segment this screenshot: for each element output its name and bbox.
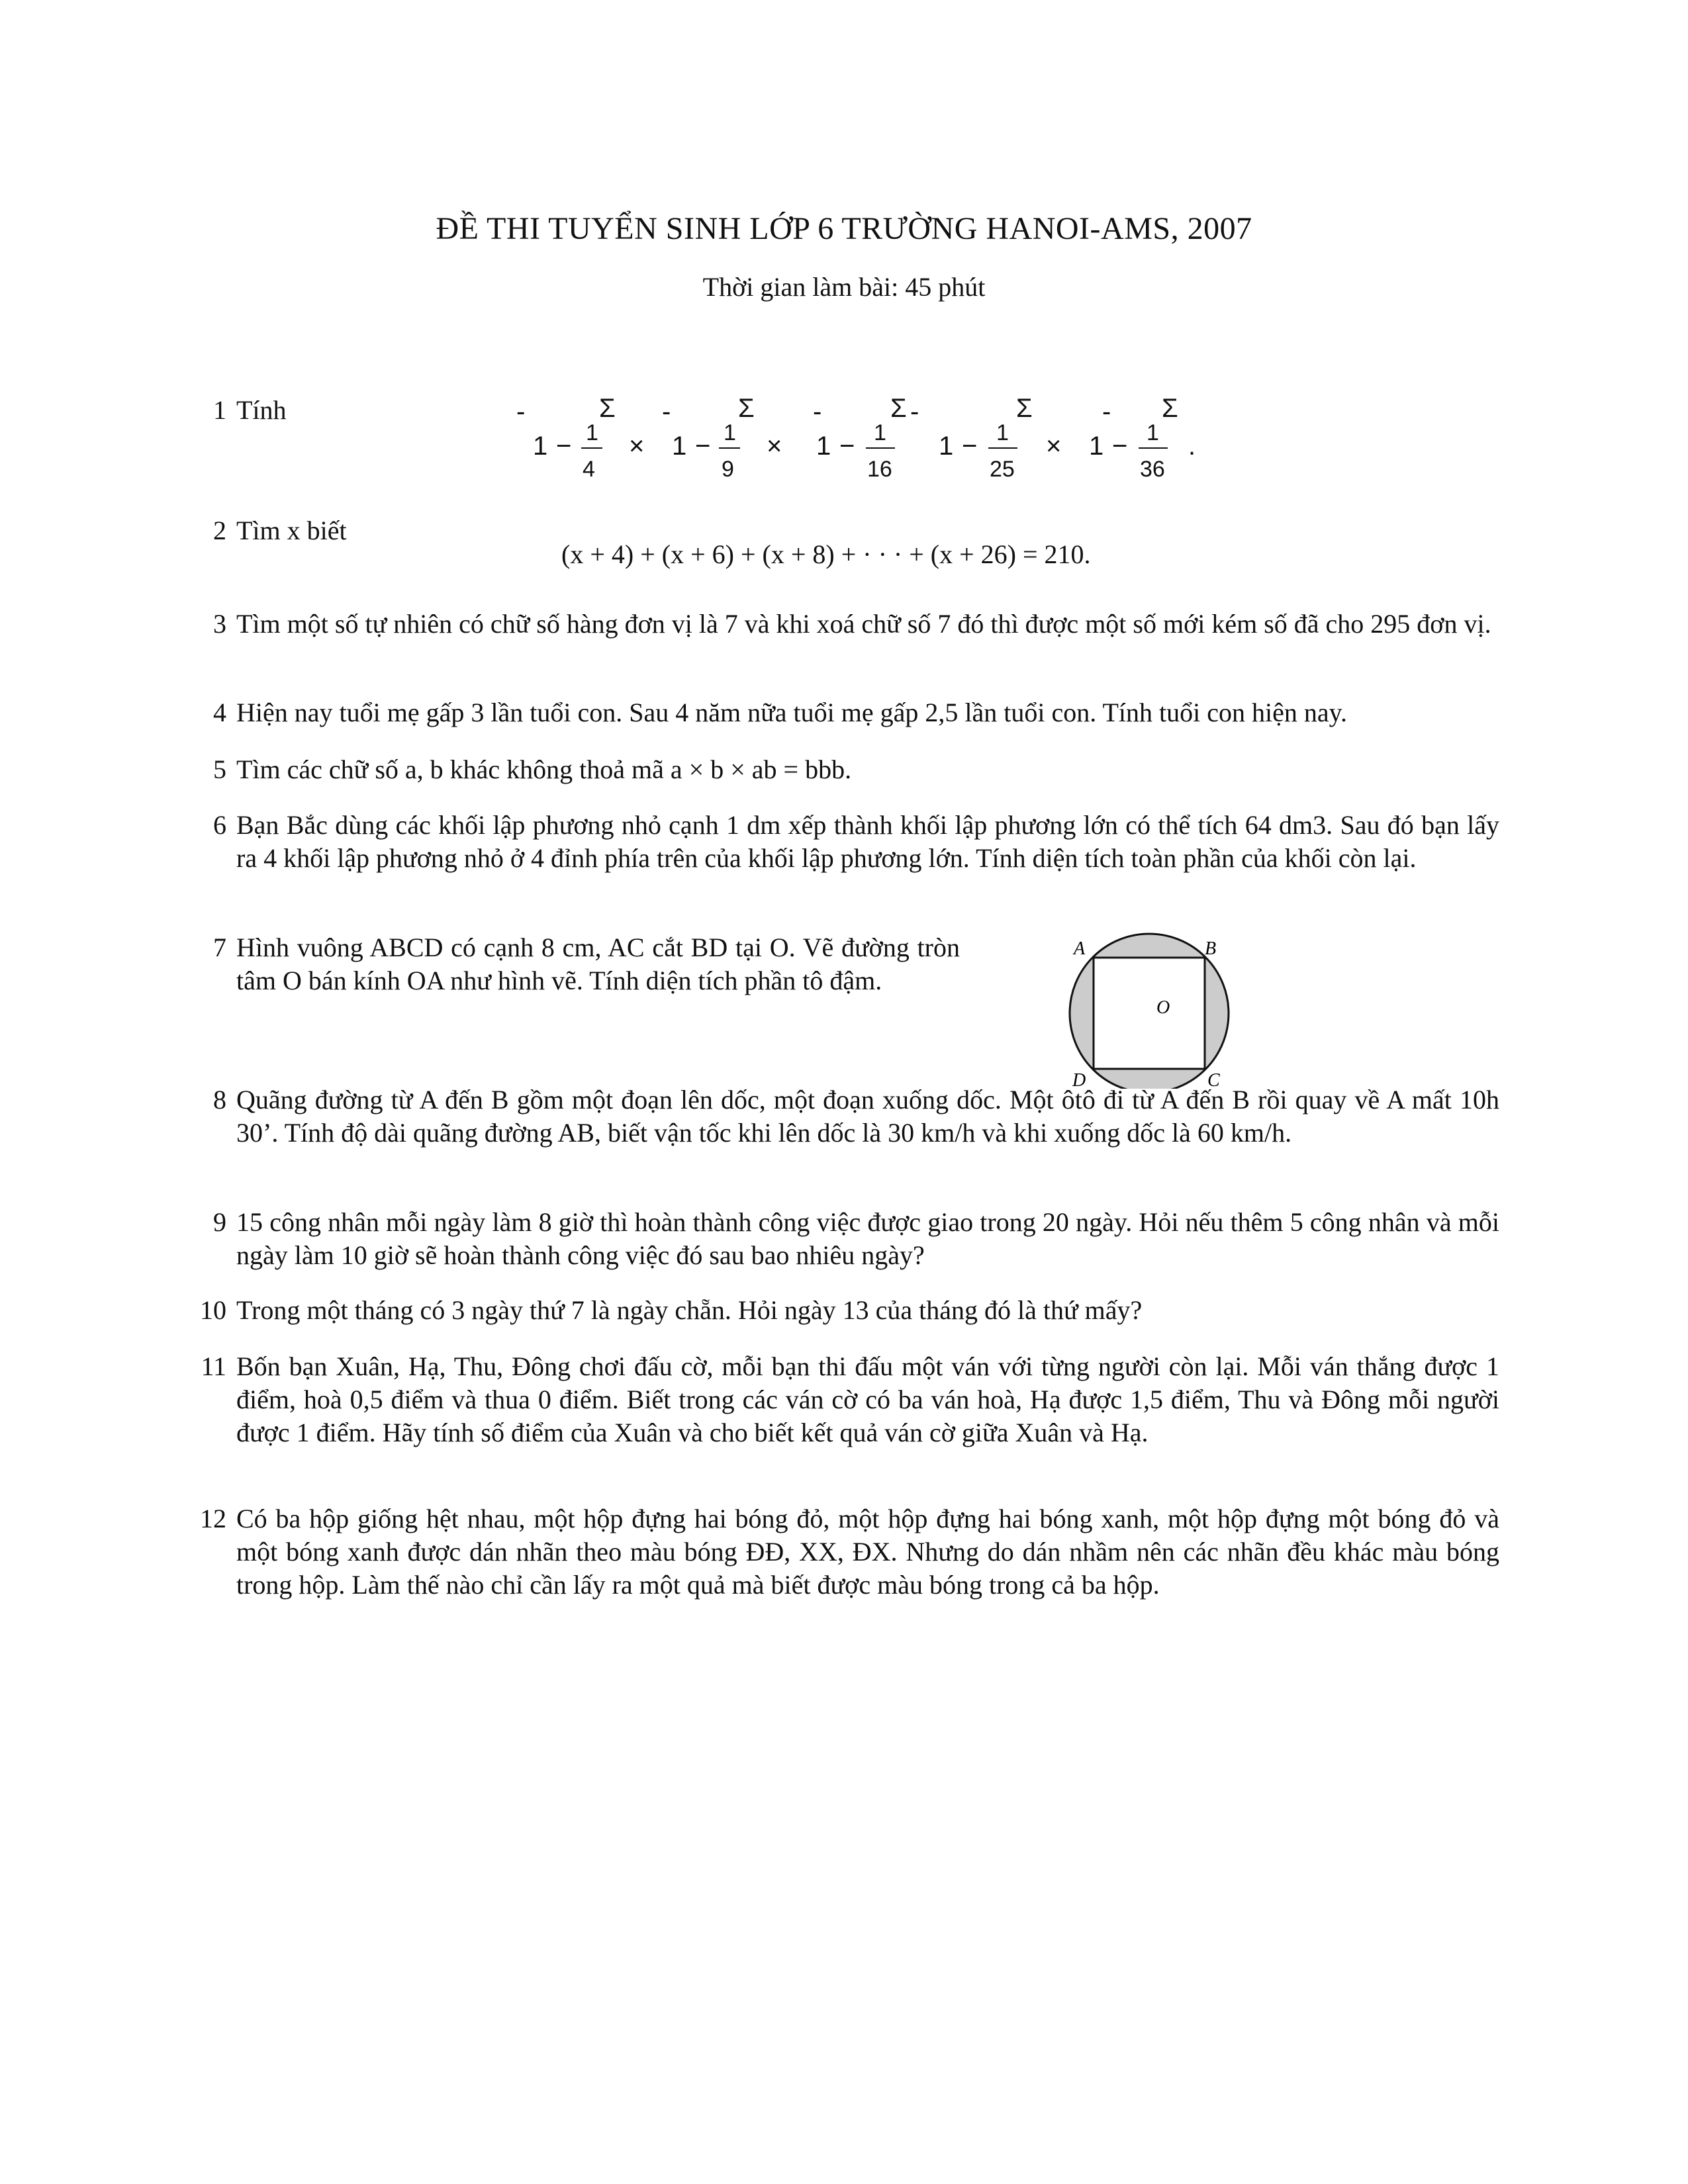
formula-times: × <box>1046 432 1062 461</box>
formula-one: 1 <box>816 432 831 461</box>
problem-number: 3 <box>213 609 226 639</box>
formula-one: 1 <box>672 432 687 461</box>
problem-text: Quãng đường từ A đến B gồm một đoạn lên dốc, một đoạn xuống dốc. Một ôtô đi từ A đến B rồi quay về A mất 10h 30’. Tính độ dài quãng đường AB, biết vận tốc khi lên dốc là 30 km/h và khi xuống dốc là 60 km/h. <box>236 1085 1499 1148</box>
formula-numerator: 1 <box>1147 420 1159 445</box>
formula-times: × <box>629 432 645 461</box>
formula-sigma: Σ <box>599 394 616 423</box>
problem-number: 9 <box>213 1207 226 1237</box>
problem-number: 6 <box>213 810 226 840</box>
formula-denominator: 9 <box>722 457 734 482</box>
problem-text: Hình vuông ABCD có cạnh 8 cm, AC cắt BD tại O. Vẽ đường tròn tâm O bán kính OA như hình vẽ. Tính diện tích phần tô đậm. <box>236 933 960 995</box>
problem-text: Tìm x biết <box>236 516 347 545</box>
label-o: O <box>1156 997 1170 1018</box>
problem-text: Tính <box>236 395 287 425</box>
circle-square-figure <box>1054 930 1246 1089</box>
exam-title: ĐỀ THI TUYỂN SINH LỚP 6 TRƯỜNG HANOI-AMS, 2007 <box>436 211 1252 246</box>
exam-subtitle: Thời gian làm bài: 45 phút <box>702 272 986 302</box>
formula-product <box>503 394 1205 490</box>
problem-number: 8 <box>213 1085 226 1115</box>
label-d: D <box>1072 1070 1086 1089</box>
formula-minus: − <box>962 432 978 461</box>
formula-sigma: Σ <box>1162 394 1178 423</box>
formula-sum: (x + 4) + (x + 6) + (x + 8) + · · · + (x + 26) = 210. <box>561 539 1091 569</box>
label-b: B <box>1205 938 1217 959</box>
problem-number: 11 <box>201 1351 226 1381</box>
problem-text: Tìm một số tự nhiên có chữ số hàng đơn vị là 7 và khi xoá chữ số 7 đó thì được một số mới kém số đã cho 295 đơn vị. <box>236 609 1491 639</box>
formula-bracket-top: - <box>662 397 671 426</box>
formula-bracket-top: - <box>910 397 919 426</box>
formula-numerator: 1 <box>586 420 598 445</box>
formula-sigma: Σ <box>890 394 907 423</box>
label-c: C <box>1207 1070 1220 1089</box>
formula-one: 1 <box>533 432 548 461</box>
problem-number: 4 <box>213 698 226 727</box>
problem-text: Trong một tháng có 3 ngày thứ 7 là ngày chẵn. Hỏi ngày 13 của tháng đó là thứ mấy? <box>236 1295 1143 1325</box>
problem-text: Tìm các chữ số a, b khác không thoả mã a × b × ab = bbb. <box>236 754 852 784</box>
formula-times: × <box>767 432 782 461</box>
formula-denominator: 36 <box>1140 457 1165 482</box>
formula-denominator: 4 <box>583 457 595 482</box>
formula-minus: − <box>1112 432 1128 461</box>
problem-text: Hiện nay tuổi mẹ gấp 3 lần tuổi con. Sau 4 năm nữa tuổi mẹ gấp 2,5 lần tuổi con. Tính tuổi con hiện nay. <box>236 698 1348 727</box>
formula-minus: − <box>839 432 855 461</box>
formula-bracket-top: - <box>813 397 822 426</box>
formula-bracket-top: - <box>1102 397 1111 426</box>
problem-text: Bạn Bắc dùng các khối lập phương nhỏ cạnh 1 dm xếp thành khối lập phương lớn có thể tích 64 dm3. Sau đó bạn lấy ra 4 khối lập phương nhỏ ở 4 đỉnh phía trên của khối lập phương lớn. Tính diện tích toàn phần của khối còn lại. <box>236 810 1499 873</box>
formula-one: 1 <box>1089 432 1104 461</box>
problem-number: 2 <box>213 516 226 545</box>
square-shape <box>1094 958 1205 1069</box>
problem-text: Bốn bạn Xuân, Hạ, Thu, Đông chơi đấu cờ, mỗi bạn thi đấu một ván với từng người còn lại. Mỗi ván thắng được 1 điểm, hoà 0,5 điểm và thua 0 điểm. Biết trong các ván cờ có ba ván hoà, Hạ được 1,5 điểm, Thu và Đông mỗi người được 1 điểm. Hãy tính số điểm của Xuân và cho biết kết quả ván cờ giữa Xuân và Hạ. <box>236 1351 1499 1447</box>
formula-sigma: Σ <box>1016 394 1033 423</box>
problem-number: 7 <box>213 933 226 962</box>
problem-number: 1 <box>213 395 226 425</box>
problem-number: 10 <box>200 1295 226 1325</box>
formula-bracket-top: - <box>516 397 526 426</box>
formula-numerator: 1 <box>724 420 736 445</box>
problem-number: 12 <box>200 1504 226 1533</box>
formula-denominator: 16 <box>867 457 892 482</box>
formula-one: 1 <box>939 432 954 461</box>
formula-sigma: Σ <box>738 394 755 423</box>
formula-minus: − <box>695 432 711 461</box>
formula-numerator: 1 <box>996 420 1009 445</box>
problem-text: 15 công nhân mỗi ngày làm 8 giờ thì hoàn thành công việc được giao trong 20 ngày. Hỏi nếu thêm 5 công nhân và mỗi ngày làm 10 giờ sẽ hoàn thành công việc đó sau bao nhiêu ngày? <box>236 1207 1499 1270</box>
problem-text: Có ba hộp giống hệt nhau, một hộp đựng hai bóng đỏ, một hộp đựng hai bóng xanh, một hộp đựng một bóng đỏ và một bóng xanh được dán nhãn theo màu bóng ĐĐ, XX, ĐX. Nhưng do dán nhầm nên các nhãn đều khác màu bóng trong hộp. Làm thế nào chỉ cần lấy ra một quả mà biết được màu bóng trong cả ba hộp. <box>236 1504 1499 1600</box>
formula-end: . <box>1188 432 1196 461</box>
label-a: A <box>1074 938 1086 959</box>
problem-number: 5 <box>213 754 226 784</box>
formula-numerator: 1 <box>874 420 886 445</box>
formula-minus: − <box>556 432 572 461</box>
formula-denominator: 25 <box>990 457 1015 482</box>
